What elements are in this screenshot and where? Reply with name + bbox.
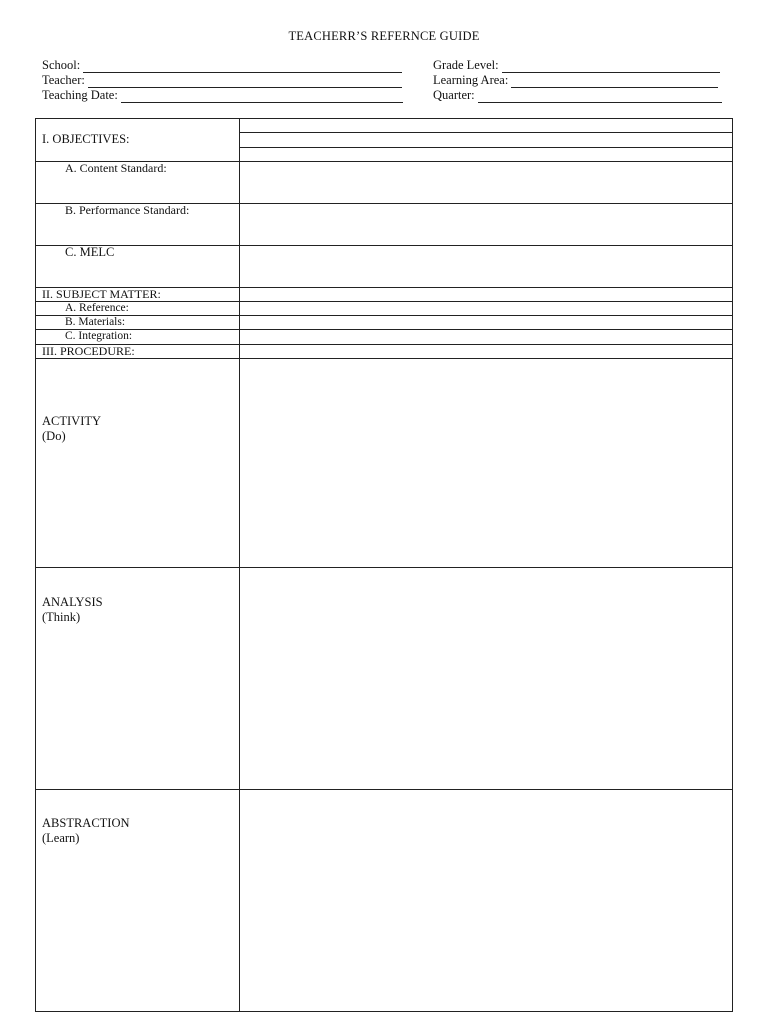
- activity-subtitle: (Do): [42, 429, 66, 443]
- table-row-content-standard: [36, 162, 732, 204]
- table-row-subject-matter: [36, 288, 732, 302]
- objectives-sub-line-2: [240, 147, 732, 148]
- objectives-label-cell: [36, 119, 240, 161]
- table-row-activity: [36, 359, 732, 568]
- school-field[interactable]: [42, 58, 402, 73]
- melc-input-cell[interactable]: [240, 246, 732, 287]
- quarter-label: Quarter:: [433, 88, 475, 102]
- learning-area-line[interactable]: [511, 76, 718, 88]
- teacher-label: Teacher:: [42, 73, 85, 87]
- abstraction-label-cell: [36, 790, 240, 1011]
- subject-matter-label-cell: [36, 288, 240, 301]
- activity-title: ACTIVITY: [42, 414, 102, 428]
- abstraction-subtitle: (Learn): [42, 831, 80, 845]
- subject-matter-input-cell[interactable]: [240, 288, 732, 301]
- materials-label: B. Materials:: [65, 316, 126, 328]
- analysis-title: ANALYSIS: [42, 595, 103, 609]
- objectives-sub-line-1: [240, 132, 732, 133]
- quarter-line[interactable]: [478, 91, 722, 103]
- abstraction-input-cell[interactable]: [240, 790, 732, 1011]
- page-title: TEACHERR’S REFERNCE GUIDE: [288, 29, 480, 43]
- table-row-analysis: [36, 568, 732, 790]
- table-row-integration: [36, 330, 732, 345]
- performance-standard-label: B. Performance Standard:: [65, 203, 190, 217]
- reference-label: A. Reference:: [65, 302, 129, 314]
- materials-input-cell[interactable]: [240, 316, 732, 329]
- table-row-performance-standard: [36, 204, 732, 246]
- teaching-date-field[interactable]: [42, 88, 403, 103]
- grade-level-field[interactable]: [433, 58, 720, 73]
- teacher-line[interactable]: [88, 76, 402, 88]
- analysis-input-cell[interactable]: [240, 568, 732, 789]
- performance-standard-label-cell: [36, 204, 240, 245]
- content-standard-label-cell: [36, 162, 240, 203]
- abstraction-title: ABSTRACTION: [42, 816, 130, 830]
- reference-input-cell[interactable]: [240, 302, 732, 315]
- activity-label-cell: [36, 359, 240, 567]
- table-row-reference: [36, 302, 732, 316]
- school-label: School:: [42, 58, 81, 72]
- teaching-date-line[interactable]: [121, 91, 403, 103]
- lesson-plan-table: [35, 118, 733, 1012]
- teacher-field[interactable]: [42, 73, 402, 88]
- analysis-subtitle: (Think): [42, 610, 81, 624]
- integration-label: C. Integration:: [65, 330, 133, 342]
- analysis-label-cell: [36, 568, 240, 789]
- procedure-input-cell[interactable]: [240, 345, 732, 358]
- grade-level-label: Grade Level:: [433, 58, 499, 72]
- integration-input-cell[interactable]: [240, 330, 732, 344]
- performance-standard-input-cell[interactable]: [240, 204, 732, 245]
- content-standard-input-cell[interactable]: [240, 162, 732, 203]
- subject-matter-label: II. SUBJECT MATTER:: [42, 287, 161, 301]
- melc-label: C. MELC: [65, 245, 115, 259]
- table-row-objectives: [36, 119, 732, 162]
- learning-area-field[interactable]: [433, 73, 718, 88]
- integration-label-cell: [36, 330, 240, 344]
- teaching-date-label: Teaching Date:: [42, 88, 118, 102]
- grade-level-line[interactable]: [502, 61, 720, 73]
- school-line[interactable]: [83, 61, 402, 73]
- table-row-melc: [36, 246, 732, 288]
- materials-label-cell: [36, 316, 240, 329]
- learning-area-label: Learning Area:: [433, 73, 509, 87]
- table-row-abstraction: [36, 790, 732, 1011]
- procedure-label: III. PROCEDURE:: [42, 344, 135, 358]
- objectives-input-cell[interactable]: [240, 119, 732, 161]
- objectives-label: I. OBJECTIVES:: [42, 132, 130, 146]
- content-standard-label: A. Content Standard:: [65, 161, 167, 175]
- procedure-label-cell: [36, 345, 240, 358]
- melc-label-cell: [36, 246, 240, 287]
- table-row-materials: [36, 316, 732, 330]
- quarter-field[interactable]: [433, 88, 722, 103]
- activity-input-cell[interactable]: [240, 359, 732, 567]
- reference-label-cell: [36, 302, 240, 315]
- table-row-procedure: [36, 345, 732, 359]
